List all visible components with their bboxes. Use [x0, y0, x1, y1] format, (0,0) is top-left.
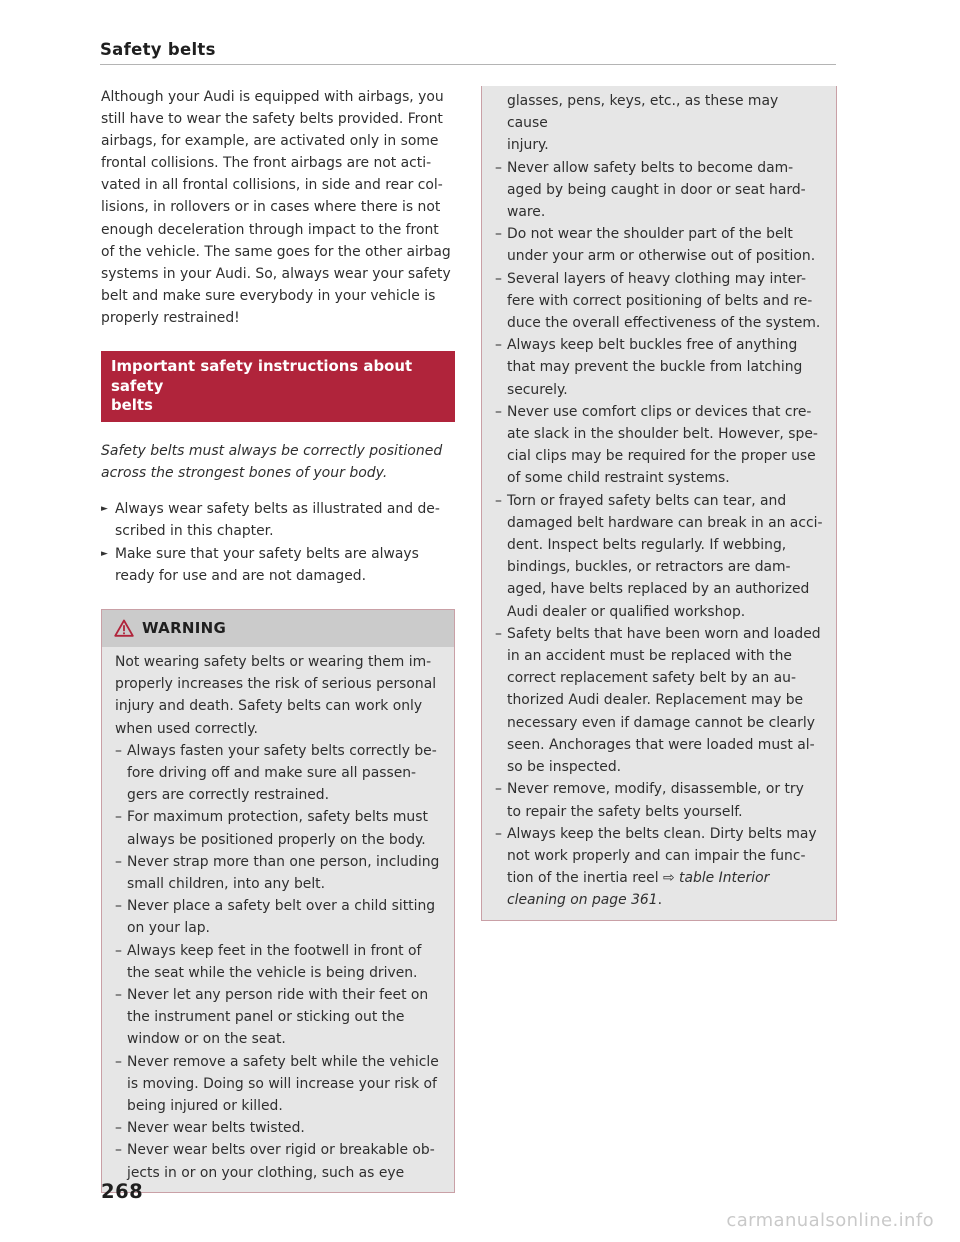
intro-paragraph: Although your Audi is equipped with airbags, you still have to wear the safety belts provided. Front airbags, for example, are activated only in some frontal collisions. The front airbags are not acti- vated in all frontal collisions, in side and rear col- lisions, in rollovers or in cases where there is not enough deceleration through impact to the front of the vehicle. The same goes for the other airbag systems in your Audi. So, always wear your safety belt and make sure everybody in your vehicle is properly restrained!	[101, 89, 451, 326]
list-item: ► Always wear safety belts as illustrated and de- scribed in this chapter.	[101, 498, 455, 542]
page-number: 268	[101, 1180, 144, 1203]
list-item: – For maximum protection, safety belts must always be positioned properly on the body.	[115, 809, 428, 848]
list-item: – Never wear belts over rigid or breakable ob- jects in or on your clothing, such as eye	[115, 1142, 435, 1181]
list-item: – Several layers of heavy clothing may inter- fere with correct positioning of belts and re- duce the overall effectiveness of the system.	[495, 270, 821, 332]
list-item: – Do not wear the shoulder part of the belt under your arm or otherwise out of position.	[495, 226, 816, 265]
list-item: – Always keep the belts clean. Dirty belts may not work properly and can impair the func- tion of the inertia reel ⇨ table Interior cleaning on page 361.	[495, 825, 817, 909]
warning-triangle-icon	[114, 619, 134, 637]
list-item: – Never place a safety belt over a child sitting on your lap.	[115, 898, 436, 937]
right-column	[481, 86, 837, 921]
list-item: – Torn or frayed safety belts can tear, and damaged belt hardware can break in an acci- dent. Inspect belts regularly. If webbing, bindings, buckles, or retractors are dam- aged, have belts replaced by an authorized Audi dealer or qualified workshop.	[495, 492, 823, 620]
list-item: ► Make sure that your safety belts are always ready for use and are not damaged.	[101, 543, 455, 587]
list-item: – Never wear belts twisted.	[115, 1120, 305, 1137]
watermark: carmanualsonline.info	[726, 1210, 934, 1231]
header-divider	[100, 64, 836, 65]
warning-body	[102, 647, 454, 1192]
list-item: – Never allow safety belts to become dam- aged by being caught in door or seat hard- ware.	[495, 159, 806, 221]
list-item: – Never use comfort clips or devices that cre- ate slack in the shoulder belt. However, spe- cial clips may be required for the proper use of some child restraint systems.	[495, 403, 818, 487]
list-item: – Safety belts that have been worn and loaded in an accident must be replaced with the correct replacement safety belt by an au- thorized Audi dealer. Replacement may be necessary even if damage cannot be clearly seen. Anchorages that were loaded must al- so be inspected.	[495, 625, 821, 776]
warning-title: WARNING	[142, 619, 227, 638]
list-item: – Always keep feet in the footwell in front of the seat while the vehicle is being driven.	[115, 942, 422, 981]
warning-box-continued	[481, 86, 837, 921]
cross-reference-link[interactable]: table Interior cleaning on page 361	[507, 870, 770, 909]
warning-header	[102, 610, 454, 647]
list-item: – Always keep belt buckles free of anything that may prevent the buckle from latching securely.	[495, 337, 803, 398]
warning-intro: Not wearing safety belts or wearing them im- properly increases the risk of serious personal injury and death. Safety belts can work only when used correctly.	[115, 653, 437, 737]
section-heading: Important safety instructions about safety belts	[101, 351, 455, 422]
warning-box	[101, 609, 455, 1193]
list-item: – Never remove, modify, disassemble, or try to repair the safety belts yourself.	[495, 781, 804, 820]
list-item: – Never let any person ride with their feet on the instrument panel or sticking out the window or on the seat.	[115, 986, 429, 1048]
list-item: – Never remove a safety belt while the vehicle is moving. Doing so will increase your risk of being injured or killed.	[115, 1053, 439, 1114]
warning-list-continued	[495, 157, 823, 912]
list-item: – Never strap more than one person, including small children, into any belt.	[115, 853, 440, 892]
page-header-title: Safety belts	[100, 40, 216, 59]
triangle-bullet-icon: ►	[101, 504, 108, 515]
section-lead: Safety belts must always be correctly positioned across the strongest bones of your body.	[101, 442, 443, 481]
triangle-bullet-icon: ►	[101, 548, 108, 559]
cross-reference-arrow-icon: ⇨	[662, 870, 675, 887]
left-column	[101, 86, 455, 1193]
instruction-steps	[101, 498, 455, 587]
warning-list	[115, 740, 442, 1184]
warning-continued-text: glasses, pens, keys, etc., as these may cause injury.	[507, 93, 779, 154]
list-item: – Always fasten your safety belts correctly be- fore driving off and make sure all passen- gers are correctly restrained.	[115, 742, 437, 804]
